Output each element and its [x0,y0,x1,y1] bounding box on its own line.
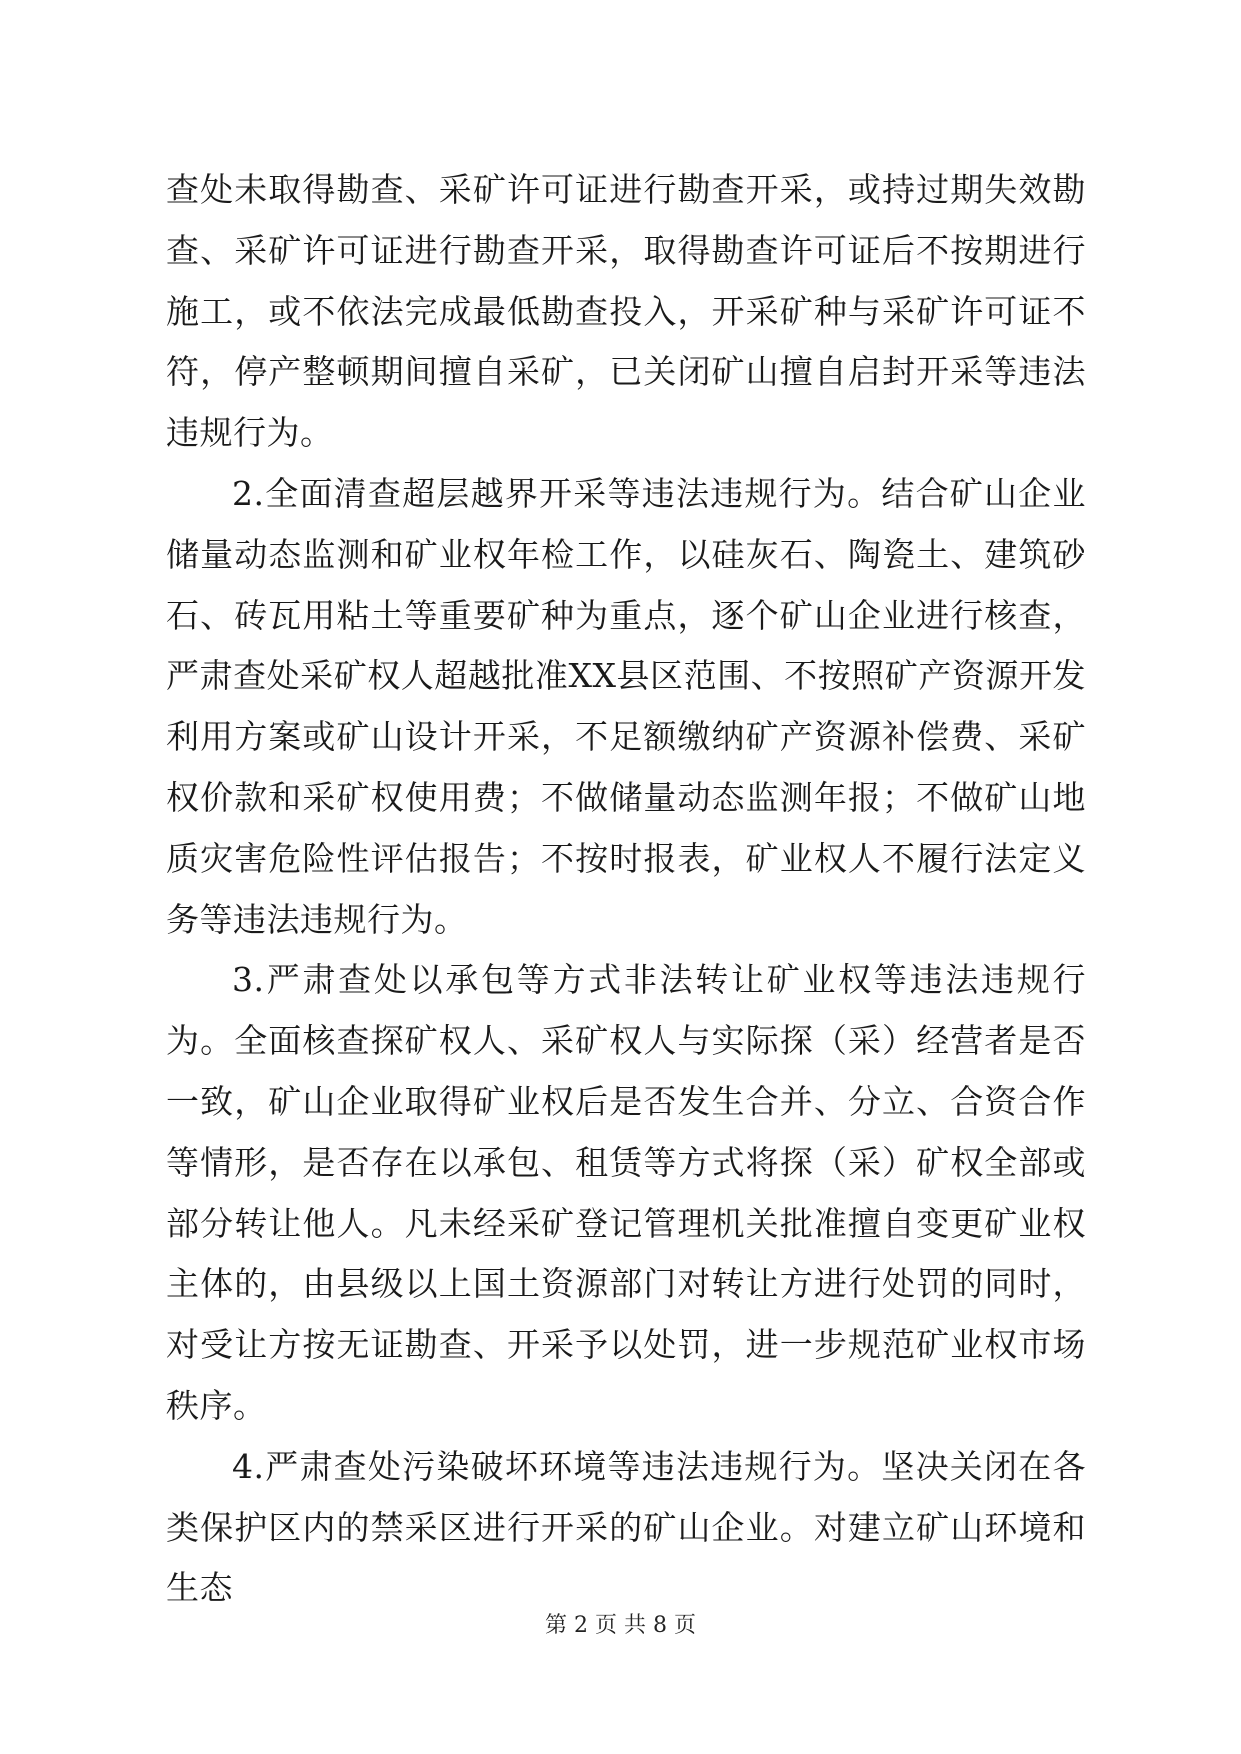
paragraph-3: 3.严肃查处以承包等方式非法转让矿业权等违法违规行为。全面核查探矿权人、采矿权人与实际探（采）经营者是否一致，矿山企业取得矿业权后是否发生合并、分立、合资合作等情形，是否存在以承包、租赁等方式将探（采）矿权全部或部分转让他人。凡未经采矿登记管理机关批准擅自变更矿业权主体的，由县级以上国土资源部门对转让方进行处罚的同时，对受让方按无证勘查、开采予以处罚，进一步规范矿业权市场秩序。 [166,960,1086,1425]
page-number-footer: 第 2 页 共 8 页 [545,1613,696,1638]
paragraph-4: 4.严肃查处污染破坏环境等违法违规行为。坚决关闭在各类保护区内的禁采区进行开采的矿山企业。对建立矿山环境和生态 [166,1446,1086,1608]
paragraph-1: 查处未取得勘查、采矿许可证进行勘查开采，或持过期失效勘查、采矿许可证进行勘查开采，取得勘查许可证后不按期进行施工，或不依法完成最低勘查投入，开采矿种与采矿许可证不符，停产整顿期间擅自采矿，已关闭矿山擅自启封开采等违法违规行为。 [166,170,1086,453]
document-body [166,160,1086,1619]
paragraph-2: 2.全面清查超层越界开采等违法违规行为。结合矿山企业储量动态监测和矿业权年检工作，以硅灰石、陶瓷土、建筑砂石、砖瓦用粘土等重要矿种为重点，逐个矿山企业进行核查，严肃查处采矿权人超越批准XX县区范围、不按照矿产资源开发利用方案或矿山设计开采，不足额缴纳矿产资源补偿费、采矿权价款和采矿权使用费；不做储量动态监测年报；不做矿山地质灾害危险性评估报告；不按时报表，矿业权人不履行法定义务等违法违规行为。 [166,473,1086,939]
